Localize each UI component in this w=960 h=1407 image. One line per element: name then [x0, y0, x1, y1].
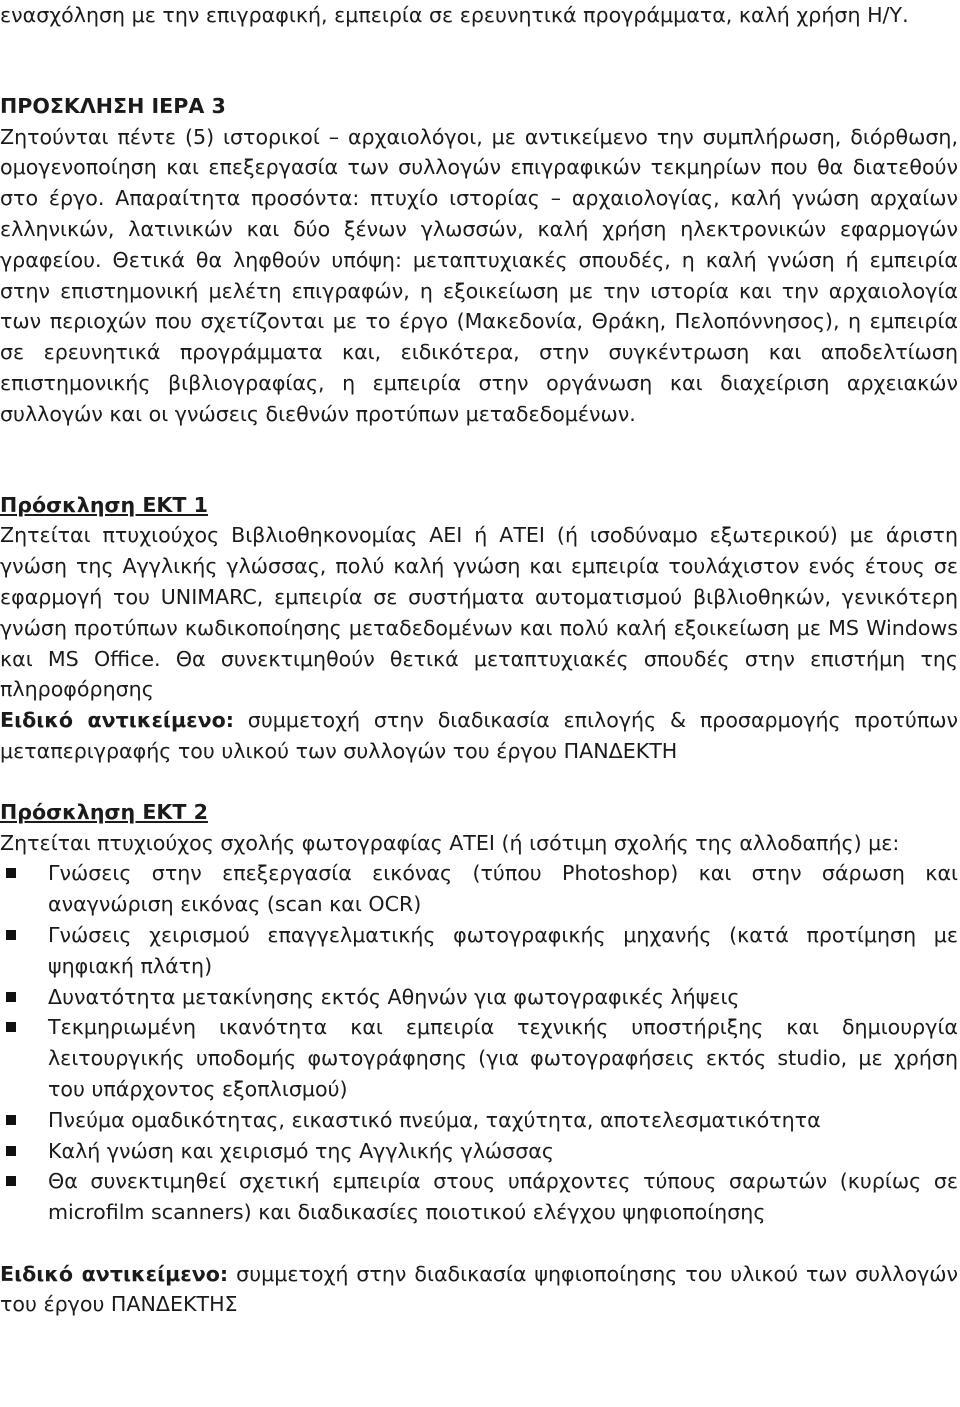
- square-bullet-icon: [6, 992, 16, 1002]
- square-bullet-icon: [6, 868, 16, 878]
- list-item-text: Γνώσεις χειρισμού επαγγελματικής φωτογραφικής μηχανής (κατά προτίμηση με ψηφιακή πλάτη): [48, 922, 958, 978]
- section-gap: [0, 767, 958, 797]
- requirements-list: [0, 858, 958, 1228]
- list-item: [0, 982, 958, 1013]
- section-body-iera3: Ζητούνται πέντε (5) ιστορικοί – αρχαιολόγοι, με αντικείμενο την συμπλήρωση, διόρθωση, ομογενοποίηση και επεξεργασία των συλλογών επιγραφικών τεκμηρίων που θα διατεθούν στο έργο. Απαραίτητα προσόντα: πτυχίο ιστορίας – αρχαιολογίας, καλή γνώση αρχαίων ελληνικών, λατινικών και δύο ξένων γλωσσών, καλή χρήση ηλεκτρονικών εφαρμογών γραφείου. Θετικά θα ληφθούν υπόψη: μεταπτυχιακές σπουδές, η καλή γνώση ή εμπειρία στην επιστημονική μελέτη επιγραφών, η εξοικείωση με την ιστορία και την αρχαιολογία των περιοχών που σχετίζονται με το έργο (Μακεδονία, Θράκη, Πελοπόννησος), η εμπειρία σε ερευνητικά προγράμματα και, ειδικότερα, στην συγκέντρωση και αποδελτίωση επιστημονικής βιβλιογραφίας, η εμπειρία στην οργάνωση και διαχείριση αρχειακών συλλογών και οι γνώσεις διεθνών προτύπων μεταδεδομένων.: [0, 124, 958, 426]
- list-item: [0, 858, 958, 920]
- list-item: [0, 1166, 958, 1228]
- square-bullet-icon: [6, 1115, 16, 1125]
- list-item: [0, 1012, 958, 1104]
- list-item: [0, 1105, 958, 1136]
- square-bullet-icon: [6, 1146, 16, 1156]
- section-gap: [0, 430, 958, 490]
- list-item-text: Καλή γνώση και χειρισμό της Αγγλικής γλώσσας: [48, 1138, 554, 1163]
- section-ekt2: [0, 797, 958, 1321]
- special-objective-label: Ειδικό αντικείμενο:: [0, 1261, 229, 1286]
- section-intro-ekt2: Ζητείται πτυχιούχος σχολής φωτογραφίας ΑΤΕΙ (ή ισότιμη σχολής της αλλοδαπής) με:: [0, 830, 900, 855]
- section-heading-ekt2: Πρόσκληση ΕΚΤ 2: [0, 799, 208, 824]
- square-bullet-icon: [6, 1176, 16, 1186]
- section-heading-ekt1: Πρόσκληση ΕΚΤ 1: [0, 492, 208, 517]
- square-bullet-icon: [6, 930, 16, 940]
- square-bullet-icon: [6, 1022, 16, 1032]
- list-item-text: Θα συνεκτιμηθεί σχετική εμπειρία στους υπάρχοντες τύπους σαρωτών (κυρίως σε microfilm scanners) και διαδικασίες ποιοτικού ελέγχου ψηφιοποίησης: [48, 1169, 958, 1225]
- paragraph-gap: [0, 1228, 958, 1259]
- section-iera3: [0, 91, 958, 430]
- list-item-text: Δυνατότητα μετακίνησης εκτός Αθηνών για φωτογραφικές λήψεις: [48, 984, 740, 1009]
- section-ekt1: [0, 490, 958, 767]
- special-objective-ekt1: [0, 705, 958, 767]
- special-objective-text: συμμετοχή στην διαδικασία ψηφιοποίησης του υλικού των συλλογών του έργου ΠΑΝΔΕΚΤΗΣ: [0, 1261, 959, 1317]
- section-heading-iera3: ΠΡΟΣΚΛΗΣΗ ΙΕΡΑ 3: [0, 93, 226, 118]
- special-objective-ekt2: [0, 1259, 958, 1321]
- list-item: [0, 1136, 958, 1167]
- list-item-text: Πνεύμα ομαδικότητας, εικαστικό πνεύμα, ταχύτητα, αποτελεσματικότητα: [48, 1107, 821, 1132]
- special-objective-label: Ειδικό αντικείμενο:: [0, 708, 234, 733]
- section-gap: [0, 31, 958, 91]
- list-item-text: Τεκμηριωμένη ικανότητα και εμπειρία τεχνικής υποστήριξης και δημιουργία λειτουργικής υποδομής φωτογράφησης (για φωτογραφήσεις εκτός studio, με χρήση του υπάρχοντος εξοπλισμού): [48, 1015, 958, 1101]
- section-body-ekt1: Ζητείται πτυχιούχος Βιβλιοθηκονομίας ΑΕΙ ή ΑΤΕΙ (ή ισοδύναμο εξωτερικού) με άριστη γνώση της Αγγλικής γλώσσας, πολύ καλή γνώση και εμπειρία τουλάχιστον ενός έτους σε εφαρμογή του UNIMARC, εμπειρία σε συστήματα αυτοματισμού βιβλιοθηκών, γενικότερη γνώση προτύπων κωδικοποίησης μεταδεδομένων και πολύ καλή εξοικείωση με MS Windows και MS Office. Θα συνεκτιμηθούν θετικά μεταπτυχιακές σπουδές στην επιστήμη της πληροφόρησης: [0, 523, 958, 702]
- list-item: [0, 920, 958, 982]
- list-item-text: Γνώσεις στην επεξεργασία εικόνας (τύπου Photoshop) και στην σάρωση και αναγνώριση εικόνας (scan και OCR): [48, 861, 958, 917]
- intro-continuation: ενασχόληση με την επιγραφική, εμπειρία σε ερευνητικά προγράμματα, καλή χρήση Η/Υ.: [0, 3, 909, 27]
- special-objective-text: συμμετοχή στην διαδικασία επιλογής & προσαρμογής προτύπων μεταπεριγραφής του υλικού των συλλογών του έργου ΠΑΝΔΕΚΤΗ: [0, 708, 958, 763]
